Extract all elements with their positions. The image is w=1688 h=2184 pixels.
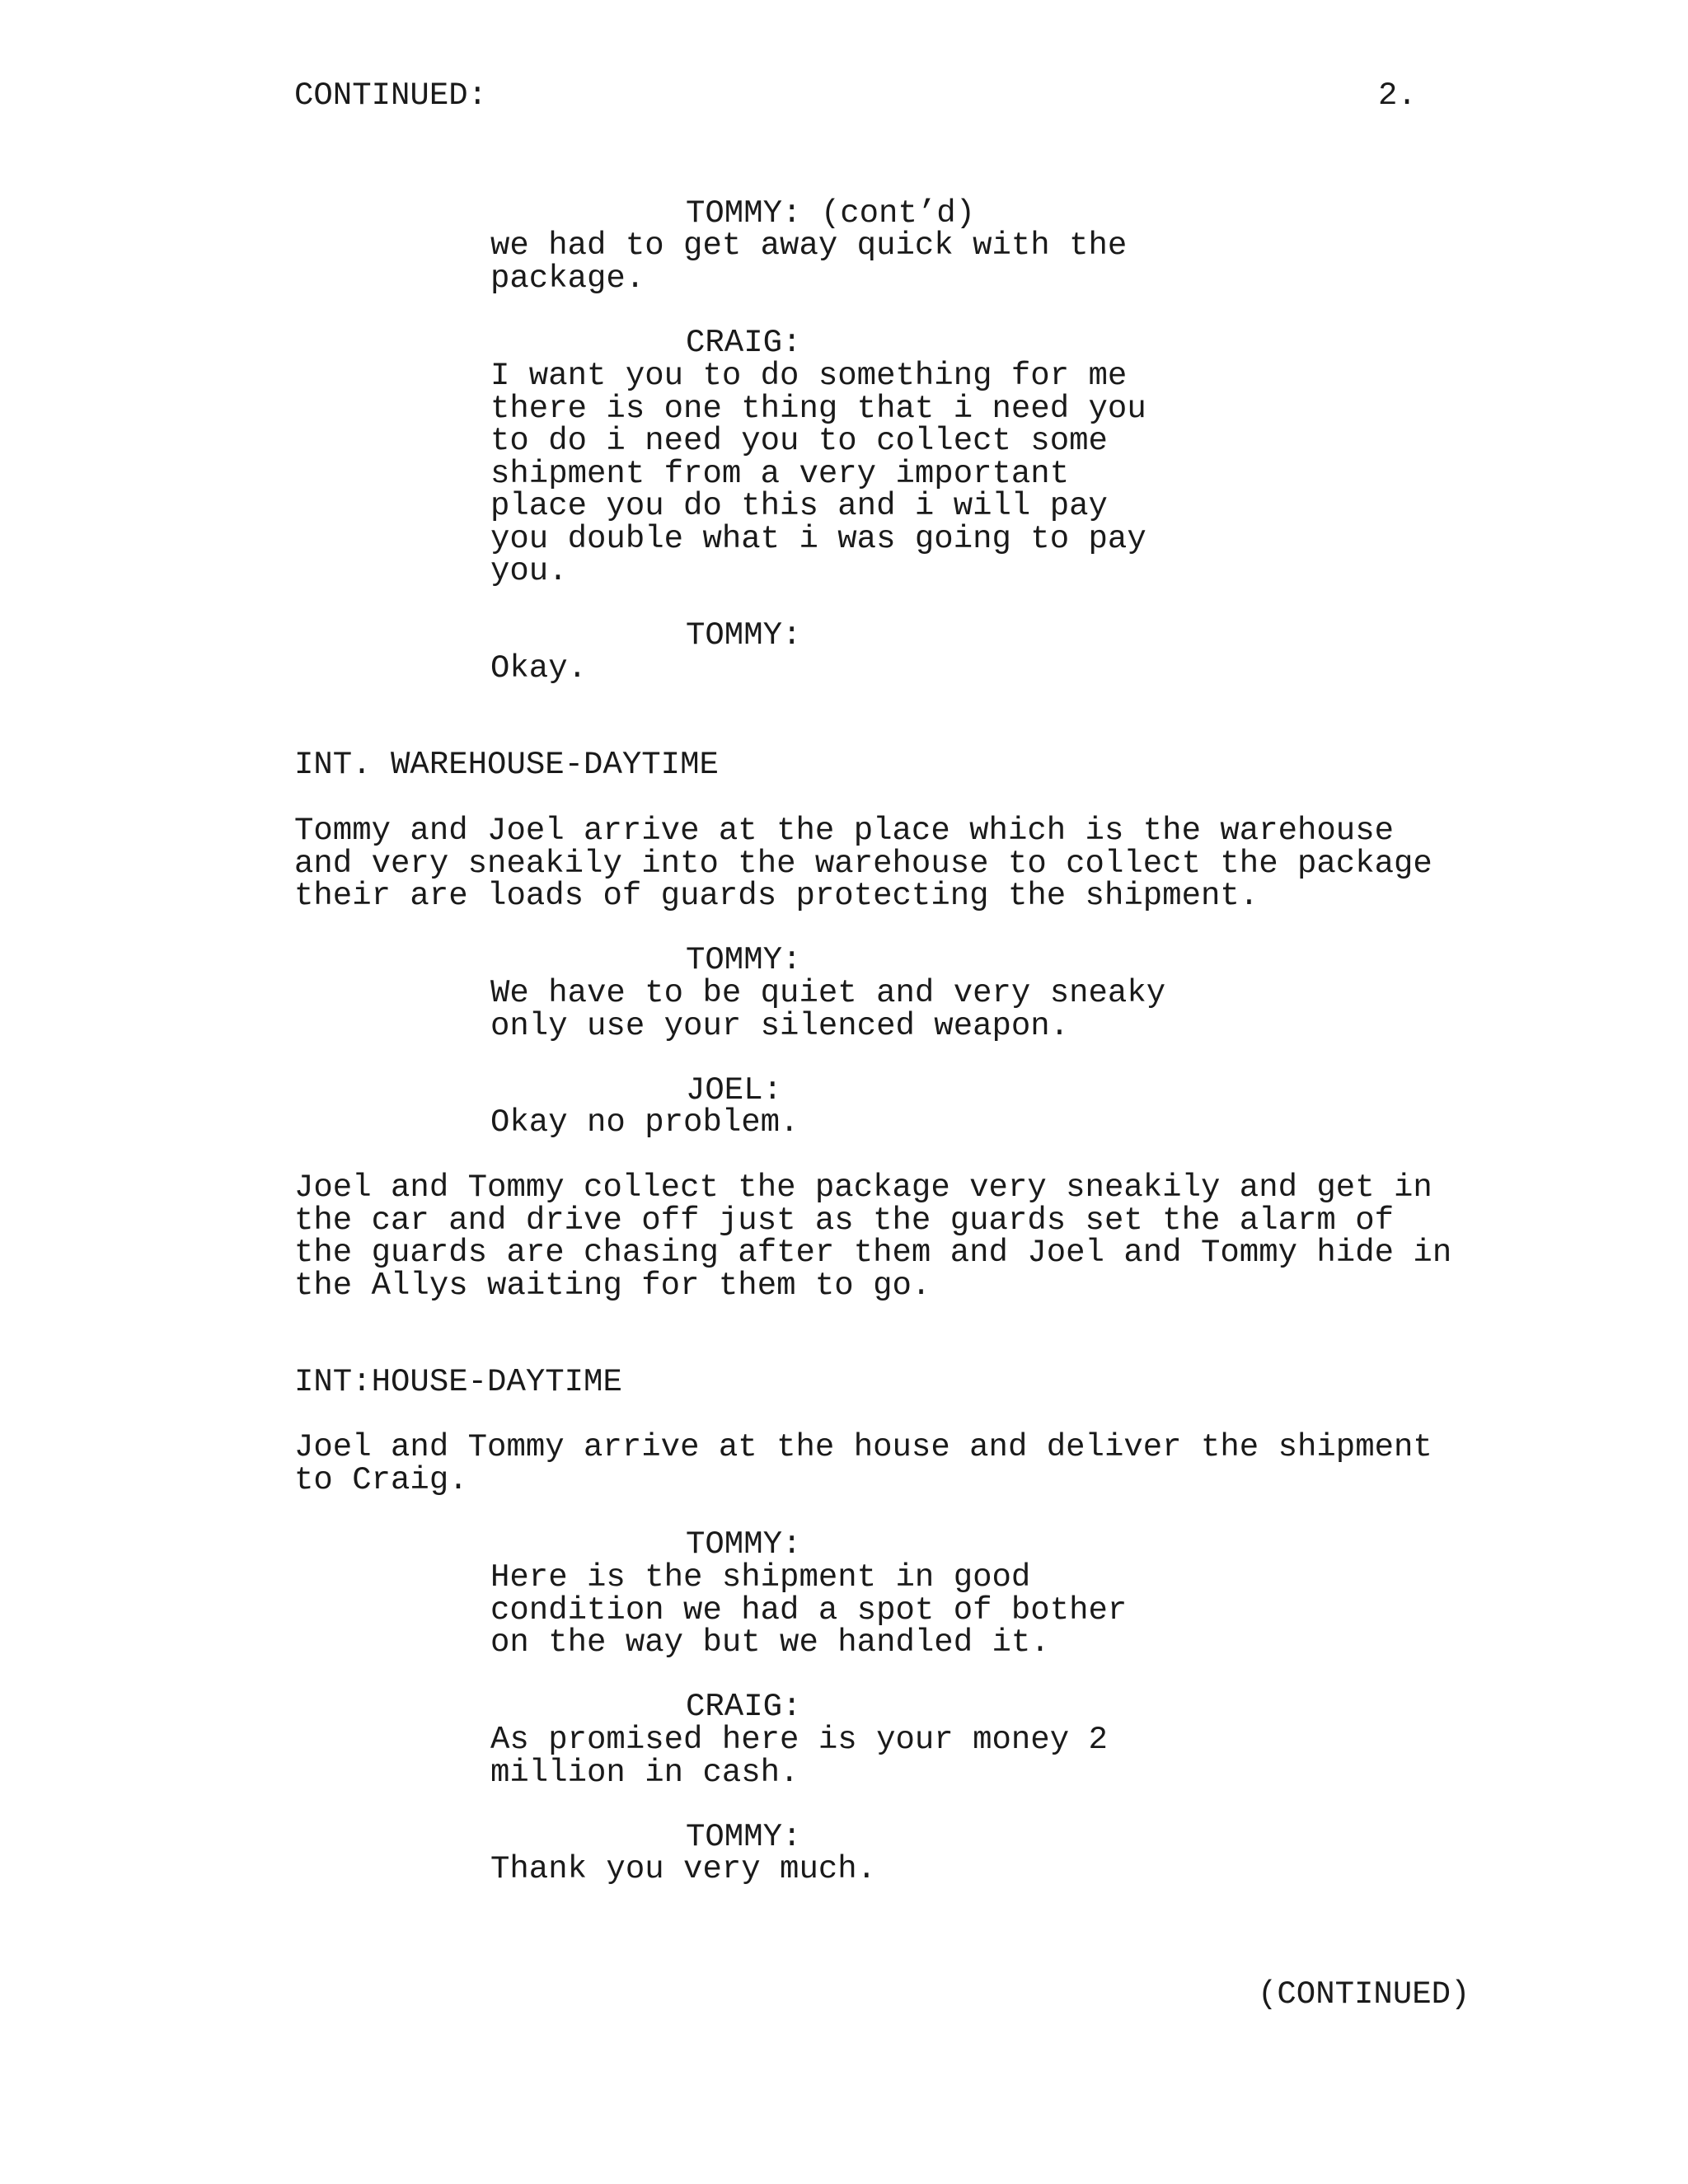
character-name: JOEL:: [686, 1072, 783, 1108]
scene-heading: INT. WAREHOUSE-DAYTIME: [294, 747, 719, 783]
character-name: TOMMY:: [686, 1819, 802, 1855]
continued-header: CONTINUED:: [294, 77, 488, 114]
dialogue: Okay.: [490, 650, 588, 687]
dialogue: Thank you very much.: [490, 1851, 877, 1887]
dialogue: Here is the shipment in good condition we had a spot of bother on the way but we handled it.: [490, 1559, 1128, 1661]
character-name: TOMMY:: [686, 617, 802, 654]
dialogue: We have to be quiet and very sneaky only use your silenced weapon.: [490, 975, 1166, 1044]
page-number: 2.: [1378, 77, 1417, 114]
action-text: Tommy and Joel arrive at the place which is the warehouse and very sneakily into the warehouse to collect the package their are loads of guards protecting the shipment.: [294, 813, 1432, 914]
dialogue: we had to get away quick with the package.: [490, 227, 1128, 297]
character-name: CRAIG:: [686, 325, 802, 361]
dialogue: Okay no problem.: [490, 1104, 799, 1141]
dialogue: As promised here is your money 2 million in cash.: [490, 1722, 1108, 1791]
character-name: TOMMY:: [686, 942, 802, 978]
action-text: Joel and Tommy collect the package very sneakily and get in the car and drive off just as the guards set the alarm of the guards are chasing after them and Joel and Tommy hide in the Allys waiting for them to go.: [294, 1169, 1452, 1304]
continued-footer: (CONTINUED): [1258, 1976, 1470, 2013]
character-name: TOMMY:: [686, 1526, 802, 1563]
character-name: TOMMY: (cont’d): [686, 195, 976, 232]
action-text: Joel and Tommy arrive at the house and deliver the shipment to Craig.: [294, 1429, 1432, 1498]
dialogue: I want you to do something for me there is one thing that i need you to do i need you to collect some shipment from a very important place you do this and i will pay you double what i was going to pay you.: [490, 358, 1146, 589]
scene-heading: INT:HOUSE-DAYTIME: [294, 1364, 622, 1400]
character-name: CRAIG:: [686, 1689, 802, 1725]
